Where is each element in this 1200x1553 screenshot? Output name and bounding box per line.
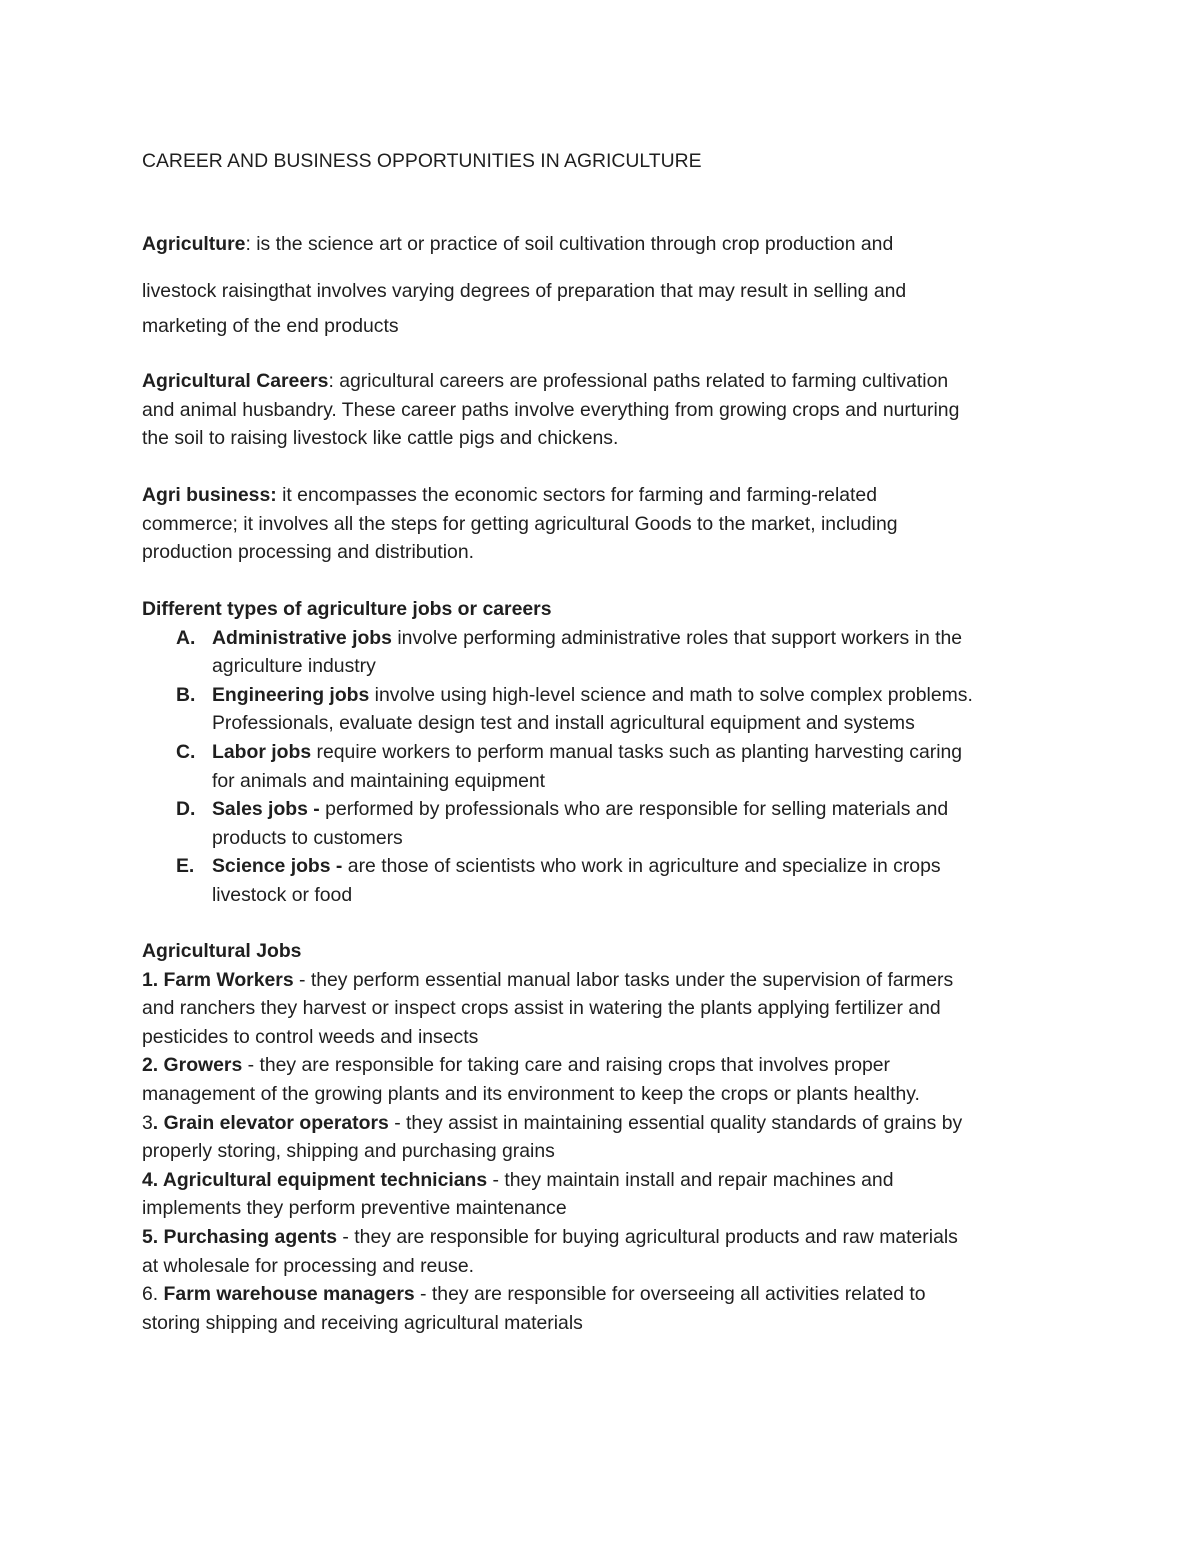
list-item: D. Sales jobs - performed by professionals who are responsible for selling materials and products to customers: [142, 795, 1072, 852]
list-marker: C.: [176, 740, 196, 763]
job-type-term: Administrative jobs: [212, 626, 392, 649]
list-item: 6. Farm warehouse managers - they are responsible for overseeing all activities related to storing shipping and receiving agricultural materials: [142, 1283, 926, 1334]
job-term: Purchasing agents: [158, 1225, 338, 1248]
list-marker: D.: [176, 798, 196, 821]
careers-definition: [142, 367, 1072, 453]
job-types-list: [142, 624, 1072, 910]
careers-line-3: the soil to raising livestock like cattle pigs and chickens.: [142, 427, 619, 450]
job-term: . Grain elevator operators: [152, 1111, 389, 1134]
list-marker: B.: [176, 683, 196, 706]
document-title: CAREER AND BUSINESS OPPORTUNITIES IN AGRICULTURE: [142, 150, 702, 172]
business-line-3: production processing and distribution.: [142, 541, 474, 564]
list-marker: A.: [176, 626, 196, 649]
job-types-section: [142, 595, 1072, 910]
list-marker: E.: [176, 855, 195, 878]
job-type-term: Engineering jobs: [212, 683, 370, 706]
list-item: E. Science jobs - are those of scientists who work in agriculture and specialize in crops livestock or food: [142, 852, 1072, 909]
job-type-term: Science jobs -: [212, 855, 343, 878]
job-type-term: Sales jobs -: [212, 798, 320, 821]
agriculture-term: Agriculture: [142, 233, 246, 255]
careers-line-2: and animal husbandry. These career paths involve everything from growing crops and nurturing: [142, 398, 960, 421]
careers-line-1: Agricultural Careers: agricultural careers are professional paths related to farming cultivation: [142, 370, 949, 392]
agriculture-line-1: Agriculture: is the science art or practice of soil cultivation through crop production and: [142, 233, 894, 255]
careers-term: Agricultural Careers: [142, 370, 329, 392]
list-item: A. Administrative jobs involve performing administrative roles that support workers in the agriculture industry: [142, 624, 1072, 681]
list-item: 3. Grain elevator operators - they assist in maintaining essential quality standards of grains by properly storing, shipping and purchasing grains: [142, 1111, 963, 1163]
job-types-heading: Different types of agriculture jobs or careers: [142, 598, 552, 620]
job-type-term: Labor jobs: [212, 740, 312, 763]
agriculture-line-2: livestock raisingthat involves varying degrees of preparation that may result in selling and: [142, 280, 907, 302]
business-definition: [142, 481, 1072, 567]
list-item: 2. Growers - they are responsible for taking care and raising crops that involves proper management of the growing plants and its environment to keep the crops or plants healthy.: [142, 1054, 920, 1105]
job-term: Agricultural equipment technicians: [158, 1168, 488, 1191]
business-line-1: Agri business: it encompasses the economic sectors for farming and farming-related: [142, 484, 877, 506]
agriculture-line-3: marketing of the end products: [142, 315, 399, 337]
agricultural-jobs-heading: Agricultural Jobs: [142, 940, 302, 962]
job-term: Growers: [158, 1054, 243, 1077]
list-item: 1. Farm Workers - they perform essential manual labor tasks under the supervision of farmers and ranchers they harvest or inspect crops assist in watering the plants applying fertilizer and pesticides to control weeds and insects: [142, 968, 954, 1048]
list-item: 5. Purchasing agents - they are responsible for buying agricultural products and raw materials at wholesale for processing and reuse.: [142, 1225, 958, 1277]
business-term: Agri business:: [142, 484, 277, 506]
job-term: Farm warehouse managers: [158, 1283, 415, 1306]
agricultural-jobs-section: [142, 937, 1072, 1337]
business-line-2: commerce; it involves all the steps for getting agricultural Goods to the market, including: [142, 512, 898, 535]
list-item: 4. Agricultural equipment technicians - they maintain install and repair machines and implements they perform preventive maintenance: [142, 1168, 894, 1220]
agriculture-definition: [142, 230, 1072, 344]
list-item: C. Labor jobs require workers to perform manual tasks such as planting harvesting caring for animals and maintaining equipment: [142, 738, 1072, 795]
job-term: Farm Workers: [158, 968, 294, 991]
list-item: B. Engineering jobs involve using high-level science and math to solve complex problems. Professionals, evaluate design test and install agricultural equipment and systems: [142, 681, 1072, 738]
